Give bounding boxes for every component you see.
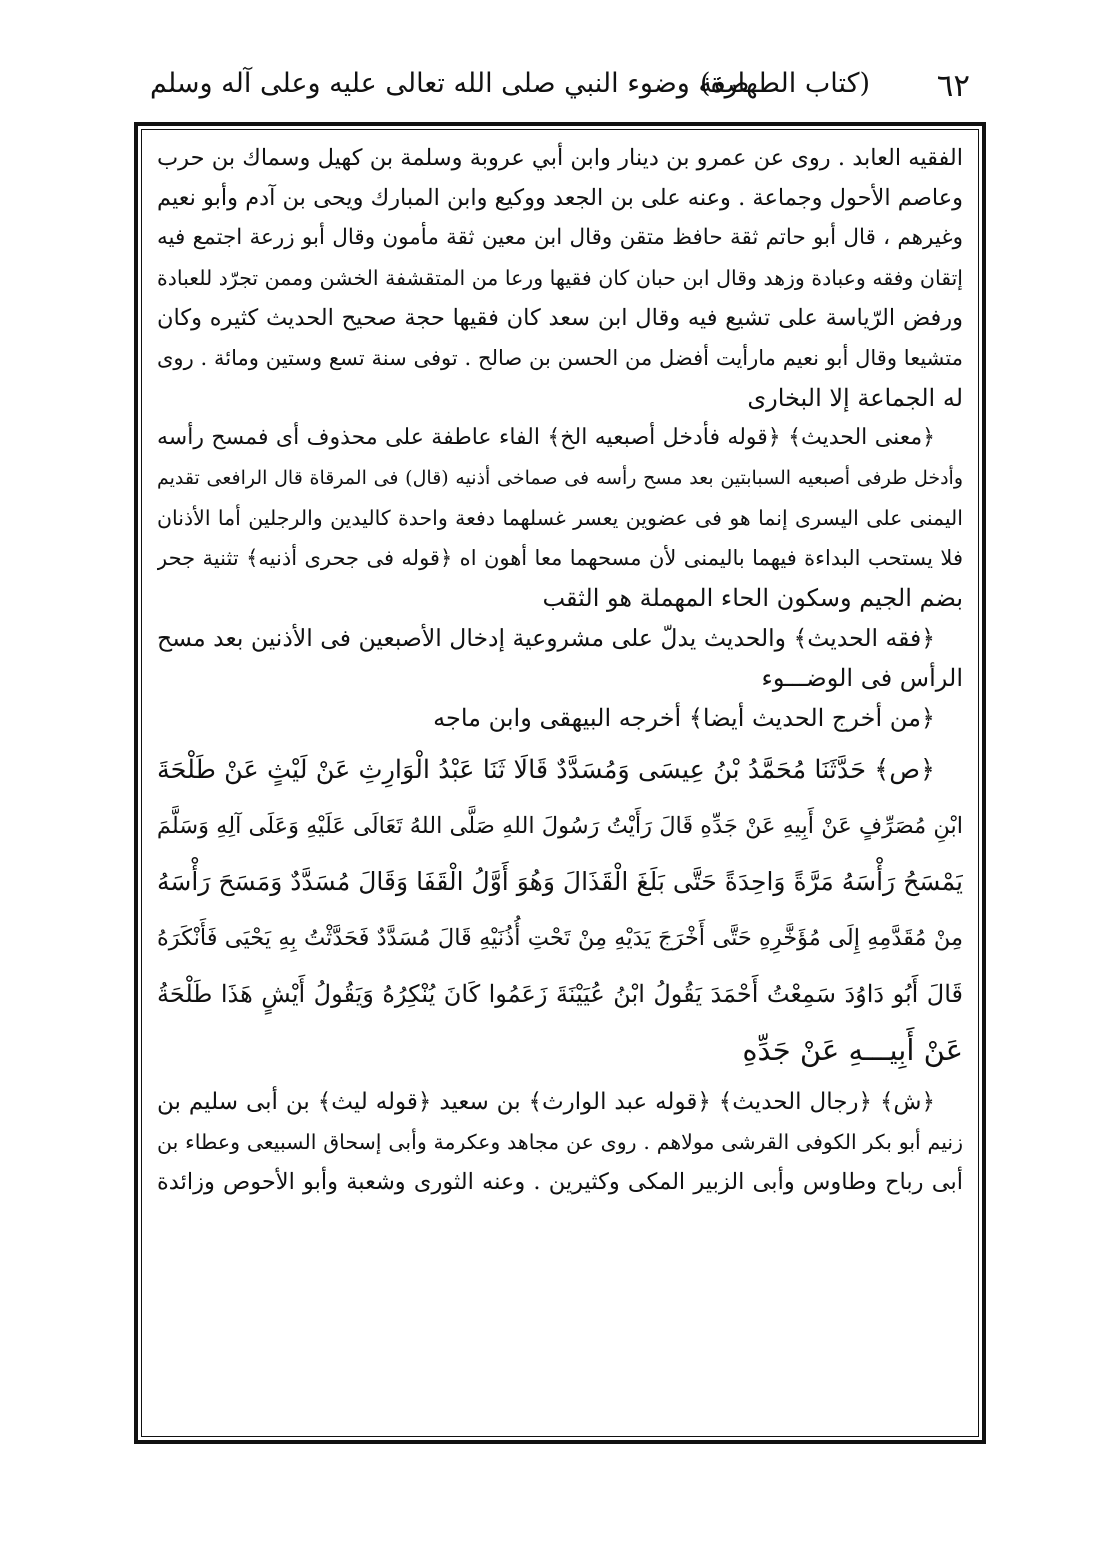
body-line: إتقان وفقه وعبادة وزهد وقال ابن حبان كان فقيها ورعا من المتقشفة الخشن وممن تجرّد للعبادة bbox=[157, 266, 963, 290]
body-line: متشيعا وقال أبو نعيم مارأيت أفضل من الحسن بن صالح . توفى سنة تسع وستين ومائة . روى bbox=[157, 346, 963, 370]
hadith-line: عَنْ أَبِيـــهِ عَنْ جَدِّهِ bbox=[742, 1033, 963, 1067]
hadith-line: ﴿ص﴾ حَدَّثَنَا مُحَمَّدُ بْنُ عِيسَى وَمُسَدَّدٌ قَالَا ثَنَا عَبْدُ الْوَارِثِ عَنْ لَيْثٍ عَنْ طَلْحَةَ bbox=[157, 755, 935, 785]
commentary-line: ﴿معنى الحديث﴾ ﴿قوله فأدخل أصبعيه الخ﴾ الفاء عاطفة على محذوف أى فمسح رأسه bbox=[157, 425, 935, 450]
fiqh-line: ﴿فقه الحديث﴾ والحديث يدلّ على مشروعية إدخال الأصبعين فى الأذنين بعد مسح bbox=[157, 624, 935, 652]
book-section-title: (كتاب الطهارة) bbox=[699, 68, 870, 99]
fiqh-line: الرأس فى الوضـــوء bbox=[761, 664, 963, 692]
commentary-line: فلا يستحب البداءة فيهما باليمنى لأن مسحهما معا أهون اه ﴿قوله فى جحرى أذنيه﴾ تثنية جحر bbox=[157, 546, 963, 570]
body-line: وغيرهم ، قال أبو حاتم ثقة حافظ متقن وقال ابن معين ثقة مأمون وقال أبو زرعة اجتمع فيه bbox=[157, 225, 963, 250]
body-line: الفقيه العابد . روى عن عمرو بن دينار وابن أبي عروبة وسلمة بن كهيل وسماك بن حرب bbox=[157, 145, 963, 171]
hadith-line: قَالَ أَبُو دَاوُدَ سَمِعْتُ أَحْمَدَ يَقُولُ ابْنُ عُيَيْنَةَ زَعَمُوا كَانَ يُنْكِرُهُ وَيَقُولُ أَيْشٍ هَذَا طَلْحَةُ bbox=[157, 980, 963, 1008]
narrators-line: زنيم أبو بكر الكوفى القرشى مولاهم . روى عن مجاهد وعكرمة وأبى إسحاق السبيعى وعطاء بن bbox=[157, 1130, 963, 1154]
body-line: له الجماعة إلا البخارى bbox=[747, 384, 963, 412]
hadith-line: ابْنِ مُصَرِّفٍ عَنْ أَبِيهِ عَنْ جَدِّهِ قَالَ رَأَيْتُ رَسُولَ اللهِ صَلَّى اللهُ تَعَالَى عَلَيْهِ وَعَلَى آلِهِ وَسَلَّمَ bbox=[157, 813, 963, 839]
hadith-line: يَمْسَحُ رَأْسَهُ مَرَّةً وَاحِدَةً حَتَّى بَلَغَ الْقَذَالَ وَهُوَ أَوَّلُ الْقَفَا وَقَالَ مُسَدَّدٌ وَمَسَحَ رَأْسَهُ bbox=[157, 867, 963, 896]
commentary-line: بضم الجيم وسكون الحاء المهملة هو الثقب bbox=[542, 584, 963, 612]
page-number: ٦٢ bbox=[936, 68, 970, 104]
narrators-line: ﴿ش﴾ ﴿رجال الحديث﴾ ﴿قوله عبد الوارث﴾ بن سعيد ﴿قوله ليث﴾ بن أبى سليم بن bbox=[157, 1089, 935, 1115]
commentary-line: وأدخل طرفى أصبعيه السبابتين بعد مسح رأسه فى صماخى أذنيه (قال) فى المرقاة قال الرافعى تقديم bbox=[157, 467, 963, 489]
takhrij-line: ﴿من أخرج الحديث أيضا﴾ أخرجه البيهقى وابن ماجه bbox=[433, 704, 935, 732]
page-body bbox=[157, 138, 963, 1202]
page-header bbox=[150, 62, 970, 112]
body-line: وعاصم الأحول وجماعة . وعنه على بن الجعد ووكيع وابن المبارك ويحى بن آدم وأبو نعيم bbox=[157, 185, 963, 211]
commentary-line: اليمنى على اليسرى إنما هو فى عضوين يعسر غسلهما دفعة واحدة كاليدين والرجلين أما الأذنان bbox=[157, 506, 963, 530]
narrators-line: أبى رباح وطاوس وأبى الزبير المكى وكثيرين . وعنه الثورى وشعبة وأبو الأحوص وزائدة bbox=[157, 1169, 963, 1195]
chapter-title: صفة وضوء النبي صلى الله تعالى عليه وعلى آله وسلم bbox=[150, 68, 750, 99]
hadith-line: مِنْ مُقَدَّمِهِ إِلَى مُؤَخَّرِهِ حَتَّى أَخْرَجَ يَدَيْهِ مِنْ تَحْتِ أُذُنَيْهِ قَالَ مُسَدَّدٌ فَحَدَّثْتُ بِهِ يَحْيَى فَأَنْكَرَهُ bbox=[157, 925, 963, 951]
body-line: ورفض الرّياسة على تشيع فيه وقال ابن سعد كان فقيها حجة صحيح الحديث كثيره وكان bbox=[157, 305, 963, 331]
